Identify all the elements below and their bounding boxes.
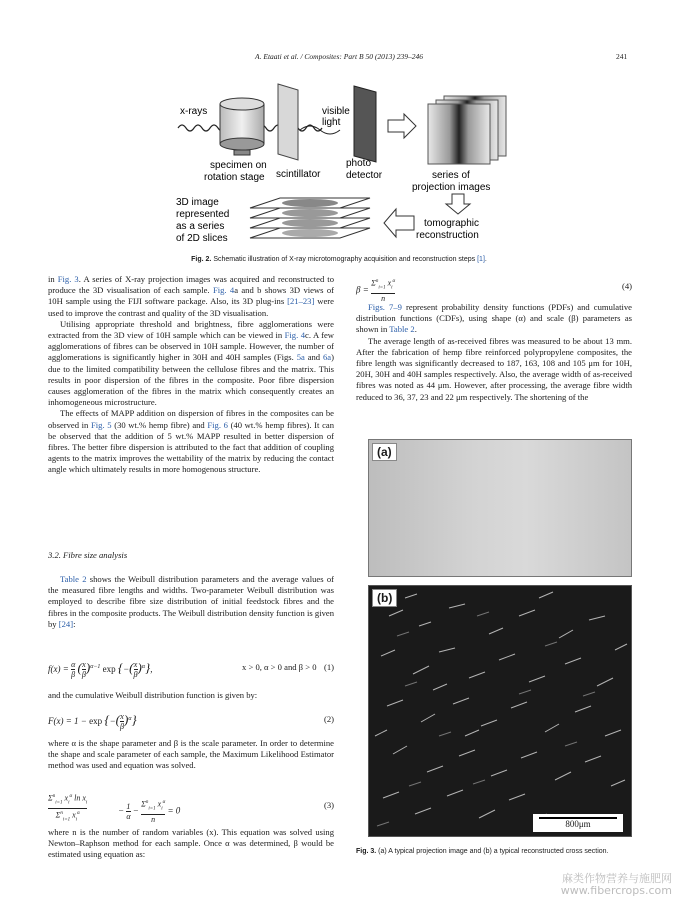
- svg-text:specimen on: specimen on: [210, 160, 267, 171]
- projection-image-front: [428, 104, 490, 164]
- ref-link[interactable]: [21–23]: [287, 296, 315, 307]
- arrow-down-icon: [446, 194, 470, 214]
- cross-section-panel: [368, 585, 632, 837]
- equation-1: f(x) = α β (x β )$^{\alpha-1}$ exp {−(x β )$^\alpha$}, x > 0, α > 0 and β > 0 (1): [48, 660, 334, 680]
- watermark-cn: 麻类作物营养与施肥网: [562, 872, 672, 885]
- label-xrays: x-rays: [180, 106, 208, 117]
- ref-link[interactable]: [24]: [58, 618, 74, 629]
- paragraph: and the cumulative Weibull distribution function is given by:: [48, 690, 258, 700]
- svg-text:photo: photo: [346, 158, 372, 169]
- page-number: 241: [616, 52, 628, 61]
- svg-text:scintillator: scintillator: [276, 169, 321, 180]
- equation-2: F(x) = 1 − exp {−(x β )$^\alpha$} (2): [48, 712, 334, 732]
- arrow-left-icon: [384, 209, 414, 237]
- svg-text:rotation stage: rotation stage: [204, 172, 265, 183]
- paragraph: where n is the number of random variables (x). This equation was solved using Newton–Raphson method for each sample. Once α was determined, β would be estimated using equation as:: [48, 827, 334, 860]
- svg-text:detector: detector: [346, 170, 383, 181]
- svg-text:represented: represented: [176, 209, 230, 220]
- figure-2-schematic: [150, 80, 520, 250]
- running-header: [0, 52, 678, 66]
- svg-text:of 2D slices: of 2D slices: [176, 233, 228, 244]
- projection-image-panel: [368, 439, 632, 577]
- paragraph: where α is the shape parameter and β is the scale parameter. In order to determine the shape and scale parameter of each sample, the Maximum Likelihood Estimator method was used and equation was solved.: [48, 738, 334, 771]
- arrow-right-icon: [388, 114, 416, 138]
- table-link[interactable]: Table 2: [60, 574, 87, 584]
- fig-link[interactable]: Fig. 3: [57, 274, 79, 284]
- running-title: A. Etaati et al. / Composites: Part B 50 (2013) 239–246: [255, 52, 423, 61]
- scale-bar: [533, 814, 623, 832]
- svg-text:series of: series of: [432, 170, 470, 181]
- fig-link[interactable]: Fig. 4: [284, 330, 305, 341]
- scintillator-plate: [278, 84, 298, 160]
- equation-4: $\beta = \Sigma^n_{i=1}$ $x_i^\alpha$ n (4): [356, 278, 632, 304]
- fig-link[interactable]: Fig. 4: [212, 285, 235, 296]
- left-column-section: [48, 574, 334, 630]
- svg-text:as a series: as a series: [176, 221, 225, 232]
- equation-3: $\Sigma^n_{i=1}$ $x_i^\alpha$ $\ln x_i$ $\Sigma^n_{i=1}$ $x_i^\alpha$ − 1 α − $\Sigma^n_{i=1}$ $x_i^\alpha$ n = 0 (3): [48, 793, 334, 825]
- scale-bar-label: 800μm: [565, 819, 591, 829]
- fig-link[interactable]: Figs. 7–9: [368, 302, 402, 312]
- svg-text:3D image: 3D image: [176, 197, 219, 208]
- watermark: [480, 873, 672, 897]
- svg-text:projection images: projection images: [412, 182, 491, 193]
- svg-text:visible: visible: [322, 106, 350, 117]
- section-title: 3.2. Fibre size analysis: [48, 550, 128, 560]
- paragraph: Figs. 7–9 represent probability density functions (PDFs) and cumulative distribution functions (CDFs), using shape (α) and scale (β) parameters as shown in Table 2.: [356, 302, 632, 335]
- figure-3: [368, 439, 632, 837]
- left-column: [48, 274, 334, 476]
- paragraph: Table 2 shows the Weibull distribution parameters and the average values of the measured fibre lengths and widths. Two-parameter Weibull distribution was employed to describe fibre size distribution of initial feedstock fibres and the fibres in the composite products. The Weibull distribution density function is given by [24]:: [48, 574, 334, 629]
- fig-link[interactable]: 6a: [323, 352, 332, 363]
- fibre-texture: [369, 586, 632, 837]
- fig-link[interactable]: Fig. 6: [207, 419, 228, 430]
- svg-text:reconstruction: reconstruction: [416, 230, 479, 241]
- paragraph: The effects of MAPP addition on dispersion of fibres in the composites can be observed in Fig. 5 (30 wt.% hemp fibre) and Fig. 6 (40 wt.% hemp fibres). It can be observed that the addition of 5 wt.% MAPP resulted in better dispersion of fibres. The better fibre dispersion is attributed to the fact that addition of coupling agents to the matrix improves the wettability of the matrix by reducing the contact angle which ultimately results in more homogenous structure.: [48, 408, 334, 475]
- paragraph: The average length of as-received fibres was measured to be about 13 mm. After the fabrication of hemp fibre reinforced polypropylene composites, the fibre length was significantly decreased to 187, 163, 108 and 105 μm for 10H, 20H, 30H and 40H samples respectively. Also, the average width of as-received fibres was noted as 44 μm. However, after processing, the average fibre width reduced to 36, 37, 23 and 22 μm respectively. The shortening of the: [356, 335, 632, 402]
- paragraph: Utilising appropriate threshold and brightness, fibre agglomerations were extracted from the 3D view of 10H sample which can be viewed in Fig. 4c. A few agglomerations of fibres can be observed in 10H sample. However, the number of agglomerations is significantly higher in 30H and 40H samples (Figs. 5a and 6a) due to the limited compatibility between the cellulose fibres and the matrix. This results in poor dispersion of the fibres in the composite. Poor fibre dispersion causes agglomeration of the fibres in the matrix which consequently creates an inhomogeneous microstructure.: [48, 318, 335, 408]
- ref-link[interactable]: [1]: [477, 256, 485, 263]
- paragraph: in Fig. 3. A series of X-ray projection images was acquired and reconstructed to produce the 3D visualisation of each sample. Fig. 4a and b shows 3D views of 10H sample using the FIJI software package. Also, its 3D plug-ins [21–23] were used to improve the contrast and quality of the 3D visualisation.: [48, 274, 334, 318]
- svg-text:tomographic: tomographic: [424, 218, 480, 229]
- svg-text:light: light: [322, 117, 341, 128]
- fig-link[interactable]: Fig. 5: [91, 419, 112, 430]
- watermark-url: www.fibercrops.com: [560, 884, 672, 897]
- table-link[interactable]: Table 2: [389, 324, 415, 335]
- figure-2-caption: Fig. 2. Schematic illustration of X-ray microtomography acquisition and reconstruction steps [1].: [191, 256, 487, 263]
- panel-label-a: (a): [372, 443, 397, 461]
- right-column: [356, 302, 632, 403]
- fig-link[interactable]: 5a: [296, 352, 305, 363]
- figure-3-caption: Fig. 3. (a) A typical projection image and (b) a typical reconstructed cross section.: [356, 848, 609, 855]
- photo-detector: [354, 86, 376, 162]
- slice-stack: [250, 198, 370, 238]
- panel-label-b: (b): [372, 589, 397, 607]
